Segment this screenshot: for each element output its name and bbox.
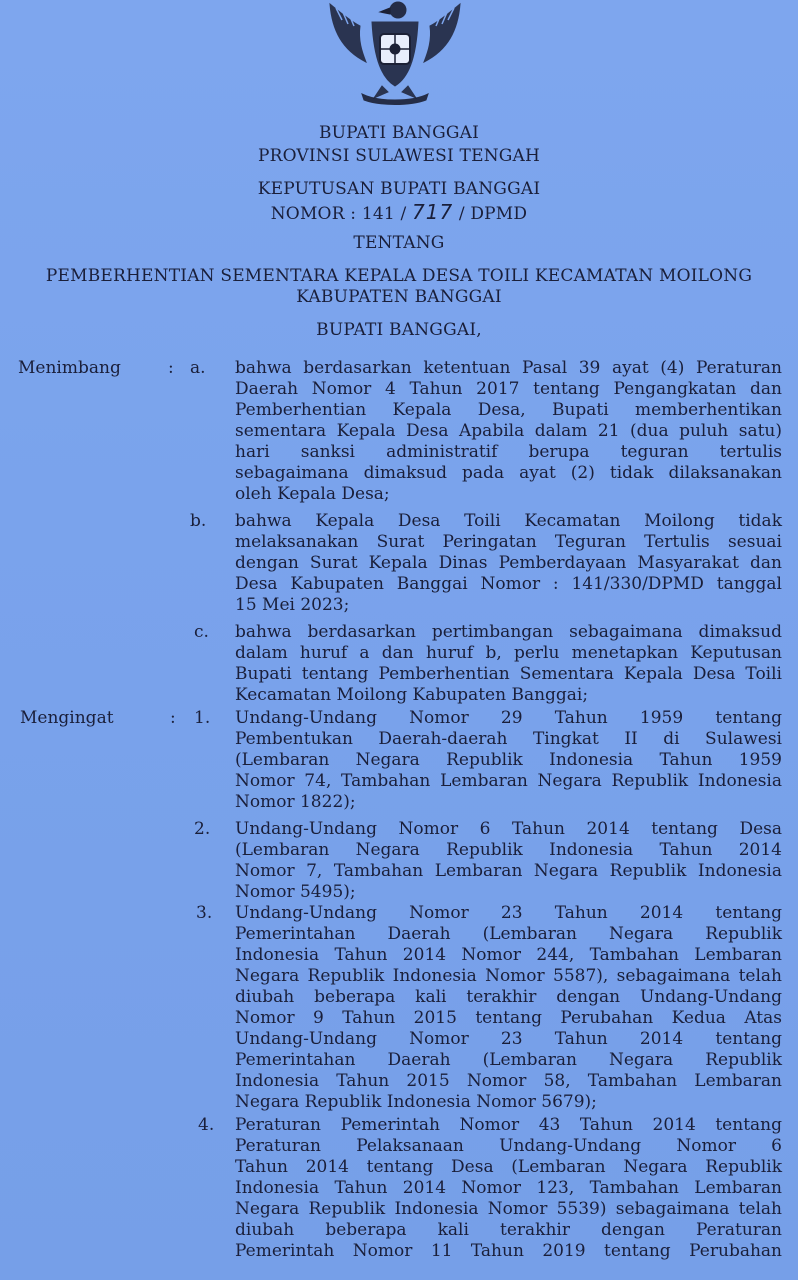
menimbang-item-b-marker: b. bbox=[190, 511, 207, 531]
menimbang-item-c bbox=[235, 622, 782, 706]
subject-line-1: PEMBERHENTIAN SEMENTARA KEPALA DESA TOILI KECAMATAN MOILONG bbox=[45, 266, 753, 286]
text-line: hari sanksi administratif berupa teguran tertulis bbox=[235, 442, 782, 462]
menimbang-item-a-marker: a. bbox=[190, 358, 206, 378]
text-line: dengan Surat Kepala Dinas Pemberdayaan Masyarakat dan bbox=[235, 553, 782, 573]
menimbang-colon: : bbox=[168, 358, 174, 378]
text-line: Daerah Nomor 4 Tahun 2017 tentang Pengangkatan dan bbox=[235, 379, 782, 399]
number-handwritten: 717 bbox=[412, 200, 454, 224]
text-line: Nomor 74, Tambahan Lembaran Negara Republik Indonesia bbox=[235, 771, 782, 791]
mengingat-item-1-marker: 1. bbox=[194, 708, 211, 728]
text-line: Desa Kabupaten Banggai Nomor : 141/330/DPMD tanggal bbox=[235, 574, 782, 594]
authority-heading: BUPATI BANGGAI, bbox=[316, 320, 482, 340]
text-line: (Lembaran Negara Republik Indonesia Tahun 1959 bbox=[235, 750, 782, 770]
text-line: Nomor 9 Tahun 2015 tentang Perubahan Kedua Atas bbox=[235, 1008, 782, 1028]
number-suffix: / DPMD bbox=[458, 204, 528, 224]
text-line: Pembentukan Daerah-daerah Tingkat II di Sulawesi bbox=[235, 729, 782, 749]
text-line: oleh Kepala Desa; bbox=[235, 484, 390, 504]
text-line: bahwa Kepala Desa Toili Kecamatan Moilong tidak bbox=[235, 511, 782, 531]
mengingat-item-1 bbox=[235, 708, 782, 813]
text-line: Nomor 7, Tambahan Lembaran Negara Republik Indonesia bbox=[235, 861, 782, 881]
mengingat-item-3 bbox=[235, 903, 782, 1113]
decision-title: KEPUTUSAN BUPATI BANGGAI bbox=[257, 179, 541, 199]
text-line: bahwa berdasarkan ketentuan Pasal 39 ayat (4) Peraturan bbox=[235, 358, 782, 378]
text-line: Undang-Undang Nomor 23 Tahun 2014 tentang bbox=[235, 1029, 782, 1049]
number-prefix: NOMOR : 141 / bbox=[270, 204, 407, 224]
text-line: Undang-Undang Nomor 6 Tahun 2014 tentang Desa bbox=[235, 819, 782, 839]
text-line: 15 Mei 2023; bbox=[235, 595, 350, 615]
text-line: (Lembaran Negara Republik Indonesia Tahun 2014 bbox=[235, 840, 782, 860]
text-line: sebagaimana dimaksud pada ayat (2) tidak dilaksanakan bbox=[235, 463, 782, 483]
text-line: Pemerintahan Daerah (Lembaran Negara Republik bbox=[235, 1050, 782, 1070]
text-line: Indonesia Tahun 2015 Nomor 58, Tambahan Lembaran bbox=[235, 1071, 782, 1091]
text-line: Undang-Undang Nomor 29 Tahun 1959 tentang bbox=[235, 708, 782, 728]
header-province: PROVINSI SULAWESI TENGAH bbox=[257, 146, 541, 166]
decision-number bbox=[0, 200, 798, 224]
text-line: diubah beberapa kali terakhir dengan Peraturan bbox=[235, 1220, 782, 1240]
text-line: Pemerintahan Daerah (Lembaran Negara Republik bbox=[235, 924, 782, 944]
text-line: Indonesia Tahun 2014 Nomor 244, Tambahan Lembaran bbox=[235, 945, 782, 965]
text-line: diubah beberapa kali terakhir dengan Undang-Undang bbox=[235, 987, 782, 1007]
menimbang-item-b bbox=[235, 511, 782, 616]
text-line: dalam huruf a dan huruf b, perlu menetapkan Keputusan bbox=[235, 643, 782, 663]
text-line: Negara Republik Indonesia Nomor 5539) sebagaimana telah bbox=[235, 1199, 782, 1219]
mengingat-label: Mengingat bbox=[20, 708, 114, 728]
menimbang-label: Menimbang bbox=[18, 358, 121, 378]
text-line: melaksanakan Surat Peringatan Teguran Tertulis sesuai bbox=[235, 532, 782, 552]
text-line: Peraturan Pemerintah Nomor 43 Tahun 2014 tentang bbox=[235, 1115, 782, 1135]
text-line: Nomor 5495); bbox=[235, 882, 356, 902]
mengingat-item-4 bbox=[235, 1115, 782, 1262]
mengingat-colon: : bbox=[170, 708, 176, 728]
text-line: sementara Kepala Desa Apabila dalam 21 (dua puluh satu) bbox=[235, 421, 782, 441]
about-label: TENTANG bbox=[353, 233, 445, 253]
text-line: Peraturan Pelaksanaan Undang-Undang Nomor 6 bbox=[235, 1136, 782, 1156]
text-line: Kecamatan Moilong Kabupaten Banggai; bbox=[235, 685, 589, 705]
menimbang-item-c-marker: c. bbox=[194, 622, 209, 642]
text-line: Negara Republik Indonesia Nomor 5587), sebagaimana telah bbox=[235, 966, 782, 986]
text-line: Pemberhentian Kepala Desa, Bupati memberhentikan bbox=[235, 400, 782, 420]
text-line: Pemerintah Nomor 11 Tahun 2019 tentang Perubahan bbox=[235, 1241, 782, 1261]
text-line: Indonesia Tahun 2014 Nomor 123, Tambahan Lembaran bbox=[235, 1178, 782, 1198]
subject-line-2: KABUPATEN BANGGAI bbox=[296, 287, 502, 307]
garuda-emblem-icon bbox=[322, 0, 468, 105]
text-line: Negara Republik Indonesia Nomor 5679); bbox=[235, 1092, 597, 1112]
text-line: Undang-Undang Nomor 23 Tahun 2014 tentang bbox=[235, 903, 782, 923]
header-title: BUPATI BANGGAI bbox=[318, 123, 480, 143]
mengingat-item-2 bbox=[235, 819, 782, 903]
text-line: bahwa berdasarkan pertimbangan sebagaimana dimaksud bbox=[235, 622, 782, 642]
text-line: Nomor 1822); bbox=[235, 792, 356, 812]
text-line: Tahun 2014 tentang Desa (Lembaran Negara Republik bbox=[235, 1157, 782, 1177]
menimbang-item-a bbox=[235, 358, 782, 505]
text-line: Bupati tentang Pemberhentian Sementara Kepala Desa Toili bbox=[235, 664, 782, 684]
mengingat-item-3-marker: 3. bbox=[196, 903, 213, 923]
mengingat-item-2-marker: 2. bbox=[194, 819, 211, 839]
mengingat-item-4-marker: 4. bbox=[198, 1115, 215, 1135]
